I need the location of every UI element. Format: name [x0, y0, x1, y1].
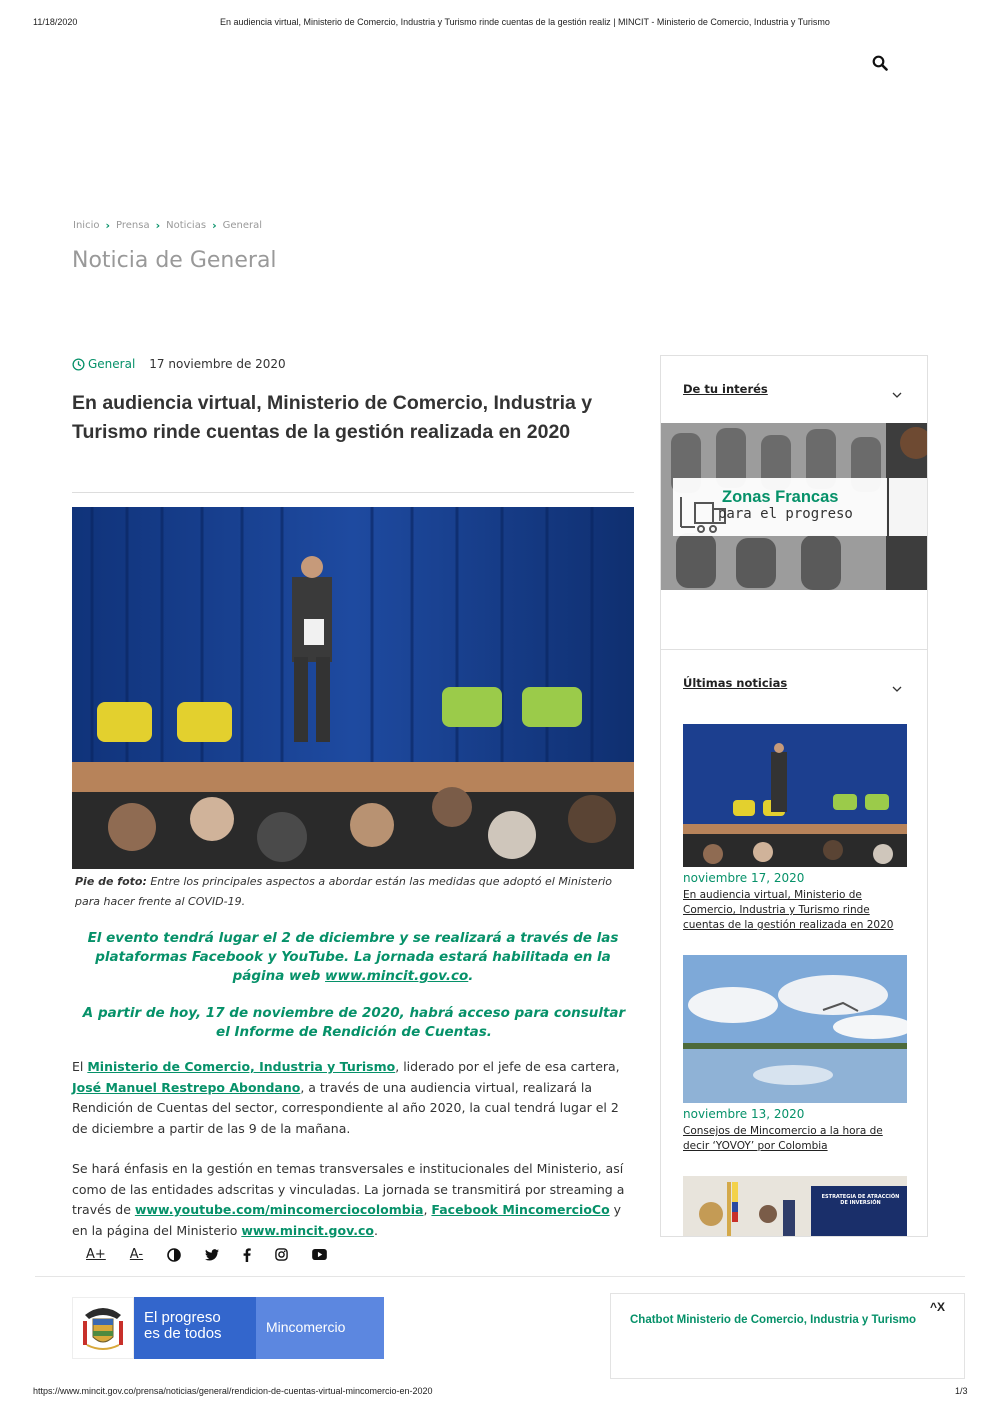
youtube-link[interactable]: www.youtube.com/mincomerciocolombia: [134, 1202, 424, 1217]
zonas-francas-banner[interactable]: [661, 423, 928, 590]
chevron-down-icon[interactable]: [892, 678, 902, 697]
chatbot-title: Chatbot Ministerio de Comercio, Industria y Turismo: [630, 1314, 917, 1326]
facebook-link[interactable]: Facebook MincomercioCo: [431, 1202, 610, 1217]
print-page-number: 1/3: [955, 1386, 968, 1396]
lead1-link[interactable]: www.mincit.gov.co: [325, 968, 469, 984]
divider: [72, 492, 634, 493]
breadcrumb-inicio[interactable]: Inicio: [73, 220, 100, 231]
news-thumbnail[interactable]: [683, 955, 907, 1103]
font-increase-button[interactable]: A+: [86, 1247, 106, 1262]
news-title-link[interactable]: Consejos de Mincomercio a la hora de decir ‘YOVOY’ por Colombia: [683, 1125, 883, 1152]
print-url: https://www.mincit.gov.co/prensa/noticias/general/rendicion-de-cuentas-virtual-mincomercio-en-2020: [33, 1386, 433, 1396]
mincit-link[interactable]: www.mincit.gov.co: [241, 1222, 374, 1238]
instagram-icon[interactable]: [275, 1248, 288, 1261]
colombia-coat-of-arms-icon: [72, 1297, 134, 1359]
article-paragraph-1: [72, 1057, 637, 1139]
article-lead-1: [72, 929, 634, 986]
gov-slogan-line2: es de todos: [144, 1325, 222, 1342]
breadcrumb-noticias[interactable]: Noticias: [166, 220, 207, 231]
news-date: noviembre 17, 2020: [683, 871, 805, 885]
photo-caption: [75, 872, 635, 912]
p2-text-d: .: [373, 1222, 378, 1238]
article-title: En audiencia virtual, Ministerio de Comercio, Industria y Turismo rinde cuentas de la gestión realizada en 2020: [72, 392, 593, 443]
gov-slogan: [134, 1297, 256, 1359]
gov-banner[interactable]: [72, 1297, 384, 1359]
article-category-label: General: [88, 357, 136, 371]
chevron-right-icon: ›: [105, 219, 111, 232]
caption-text: Entre los principales aspectos a abordar están las medidas que adoptó el Ministerio para hacer frente al COVID-19.: [75, 875, 613, 908]
gov-slogan-line1: El progreso: [144, 1309, 221, 1326]
breadcrumb: [73, 219, 262, 232]
p2-text-c: y en la página del Ministerio: [72, 1202, 622, 1238]
p2-text-a: Se hará énfasis en la gestión en temas transversales e institucionales del Ministerio, así como de las entidades adscritas y vinculadas. La jornada se transmitirá por streaming a través de: [72, 1161, 625, 1217]
footer-divider: [35, 1276, 965, 1277]
banner-line2: para el progreso: [718, 506, 853, 522]
lead1-end: .: [468, 968, 474, 984]
slide-title: ESTRATEGIA DE ATRACCIÓN DE INVERSIÓN: [821, 1194, 900, 1206]
chevron-right-icon: ›: [212, 219, 217, 232]
p2-text-b: ,: [423, 1202, 432, 1217]
article-category[interactable]: [72, 357, 135, 371]
breadcrumb-general[interactable]: General: [222, 220, 263, 231]
p1-text-b: , liderado por el jefe de esa cartera,: [395, 1059, 620, 1074]
news-thumbnail[interactable]: [683, 1176, 907, 1237]
page-title: Noticia de General: [72, 248, 277, 273]
chatbot-controls[interactable]: ^X: [929, 1300, 945, 1314]
lead1-text: El evento tendrá lugar el 2 de diciembre y se realizará a través de las plataformas Facebook y YouTube. La jornada estará habilitada en la página web: [87, 930, 619, 984]
minister-link[interactable]: José Manuel Restrepo Abondano: [72, 1079, 301, 1095]
youtube-icon[interactable]: [312, 1249, 327, 1260]
p1-text-a: El: [72, 1059, 88, 1074]
clock-icon: [72, 358, 85, 371]
twitter-icon[interactable]: [205, 1249, 219, 1261]
news-title-link[interactable]: En audiencia virtual, Ministerio de Comercio, Industria y Turismo rinde cuentas de la gestión realizada en 2020: [683, 889, 894, 931]
sidebar: [660, 355, 928, 1237]
article-photo: [72, 507, 634, 869]
font-decrease-button[interactable]: A-: [129, 1247, 144, 1262]
banner-line1: Zonas Francas: [722, 488, 839, 506]
sidebar-divider: [661, 649, 928, 650]
gov-brand: Mincomercio: [256, 1297, 384, 1359]
breadcrumb-prensa[interactable]: Prensa: [116, 220, 150, 231]
print-doc-title: En audiencia virtual, Ministerio de Comercio, Industria y Turismo rinde cuentas de la gestión realiz | MINCIT - Ministerio de Comercio, Industria y Turismo: [220, 17, 830, 27]
p1-text-c: , a través de una audiencia virtual, realizará la Rendición de Cuentas del sector, correspondiente al año 2020, la cual tendrá lugar el 2 de diciembre a partir de las 9 de la mañana.: [72, 1079, 619, 1136]
article-meta: [72, 357, 286, 371]
contrast-icon[interactable]: [167, 1248, 181, 1262]
article-lead-2: A partir de hoy, 17 de noviembre de 2020, habrá acceso para consultar el Informe de Rendición de Cuentas.: [82, 1005, 626, 1040]
article-paragraph-2: [72, 1159, 637, 1241]
caption-label: Pie de foto:: [75, 875, 147, 888]
latest-news-heading[interactable]: Últimas noticias: [683, 676, 788, 690]
search-icon[interactable]: [872, 55, 890, 73]
chevron-down-icon[interactable]: [892, 384, 902, 403]
interest-heading[interactable]: De tu interés: [683, 382, 768, 396]
chevron-right-icon: ›: [155, 219, 161, 232]
chatbot-widget[interactable]: [610, 1293, 965, 1379]
accessibility-toolbar: [86, 1247, 351, 1262]
news-date: noviembre 13, 2020: [683, 1107, 805, 1121]
article-date: 17 noviembre de 2020: [149, 357, 286, 371]
news-thumbnail[interactable]: [683, 724, 907, 867]
ministry-link[interactable]: Ministerio de Comercio, Industria y Turismo: [87, 1059, 396, 1074]
print-date: 11/18/2020: [33, 17, 78, 27]
facebook-icon[interactable]: [243, 1248, 251, 1262]
